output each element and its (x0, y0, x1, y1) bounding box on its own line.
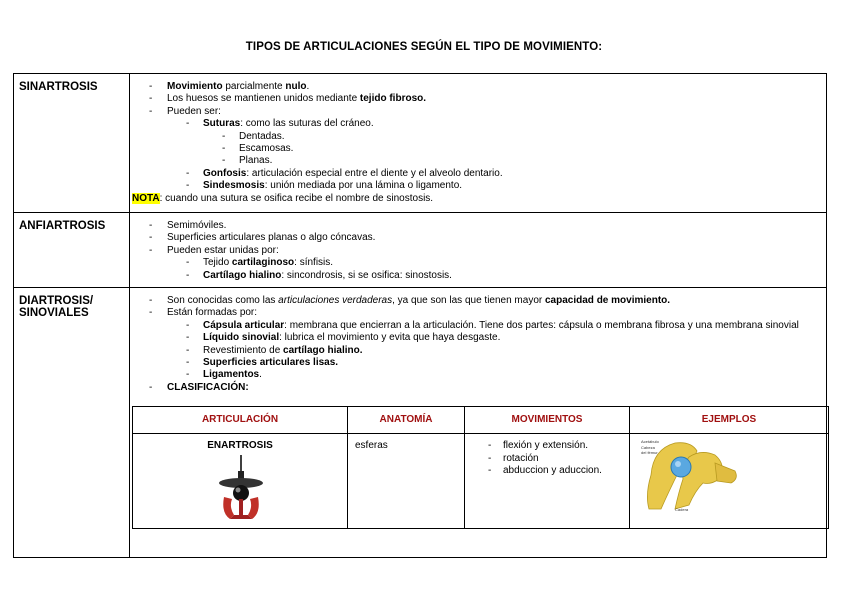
list-item: - abduccion y aduccion. (488, 465, 602, 477)
list-item: - Están formadas por: (149, 307, 258, 319)
cell-movimientos (465, 434, 630, 529)
header-ejemplos: EJEMPLOS (630, 407, 829, 434)
ball-joint-icon (134, 453, 349, 523)
list-item: - Movimiento parcialmente nulo. (149, 81, 310, 92)
list-item: - Gonfosis: articulación especial entre el diente y el alveolo dentario. (186, 167, 503, 179)
list-item: - Son conocidas como las articulaciones verdaderas, ya que son las que tienen mayor capacidad de movimiento. (149, 295, 671, 306)
label-cadera: Cadera (675, 507, 689, 513)
label-femur: del fémur (641, 450, 658, 456)
list-item: - Pueden ser: (149, 105, 221, 117)
list-item: - Los huesos se mantienen unidos mediante tejido fibroso. (149, 93, 427, 105)
header-articulacion: ARTICULACIÓN (133, 407, 348, 434)
list-item: - Ligamentos. (186, 369, 262, 381)
label-acetabulo: Acetábulo (641, 439, 659, 445)
content-anfiartrosis (130, 213, 827, 288)
enartrosis-label: ENARTROSIS (207, 440, 273, 452)
row-diartrosis (14, 288, 827, 558)
cell-anatomia (348, 434, 465, 529)
list-item: - Cartílago hialino: sincondrosis, si se osifica: sinostosis. (186, 269, 452, 281)
list-item: - Semimóviles. (149, 220, 227, 231)
note: NOTA: cuando una sutura se osifica recibe el nombre de sinostosis. (132, 192, 434, 204)
cell-ejemplos (630, 434, 829, 529)
label-sinartrosis: SINARTROSIS (14, 74, 130, 213)
list-item: - Pueden estar unidas por: (149, 244, 279, 256)
list-item: - Tejido cartilaginoso: sínfisis. (186, 257, 334, 269)
list-item: - Dentadas. (222, 130, 285, 142)
header-movimientos: MOVIMIENTOS (465, 407, 630, 434)
list-item: - Líquido sinovial: lubrica el movimiento y evita que haya desgaste. (186, 332, 501, 344)
content-sinartrosis (130, 74, 827, 213)
list-item: - Escamosas. (222, 143, 294, 155)
classification-header-row (133, 407, 829, 434)
classification-table (132, 406, 829, 529)
cell-articulacion (133, 434, 348, 529)
content-diartrosis (130, 288, 827, 558)
anatomia-value: esferas (355, 440, 388, 452)
header-anatomia: ANATOMÍA (348, 407, 465, 434)
list-item: - Superficies articulares lisas. (186, 357, 339, 369)
row-sinartrosis (14, 74, 827, 213)
list-item: - rotación (488, 452, 539, 464)
table-row (133, 434, 829, 529)
label-cabeza: Cabeza (641, 445, 655, 451)
list-item: - Planas. (222, 155, 273, 167)
row-anfiartrosis (14, 213, 827, 288)
articulations-table (13, 73, 827, 558)
list-item: - flexión y extensión. (488, 440, 589, 452)
hip-joint-illustration (631, 435, 830, 515)
page-title: TIPOS DE ARTICULACIONES SEGÚN EL TIPO DE MOVIMIENTO: (245, 41, 603, 53)
list-item: - Superficies articulares planas o algo cóncavas. (149, 232, 376, 244)
list-item: - CLASIFICACIÓN: (149, 381, 249, 393)
list-item: - Sindesmosis: unión mediada por una lámina o ligamento. (186, 180, 463, 192)
list-item: - Cápsula articular: membrana que encierran a la articulación. Tiene dos partes: cápsula o membrana fibrosa y una membrana sinovial (186, 319, 799, 331)
list-item: - Revestimiento de cartílago hialino. (186, 344, 363, 356)
list-item: - Suturas: como las suturas del cráneo. (186, 118, 374, 130)
label-anfiartrosis: ANFIARTROSIS (14, 213, 130, 288)
label-diartrosis: DIARTROSIS/ SINOVIALES (14, 288, 130, 558)
